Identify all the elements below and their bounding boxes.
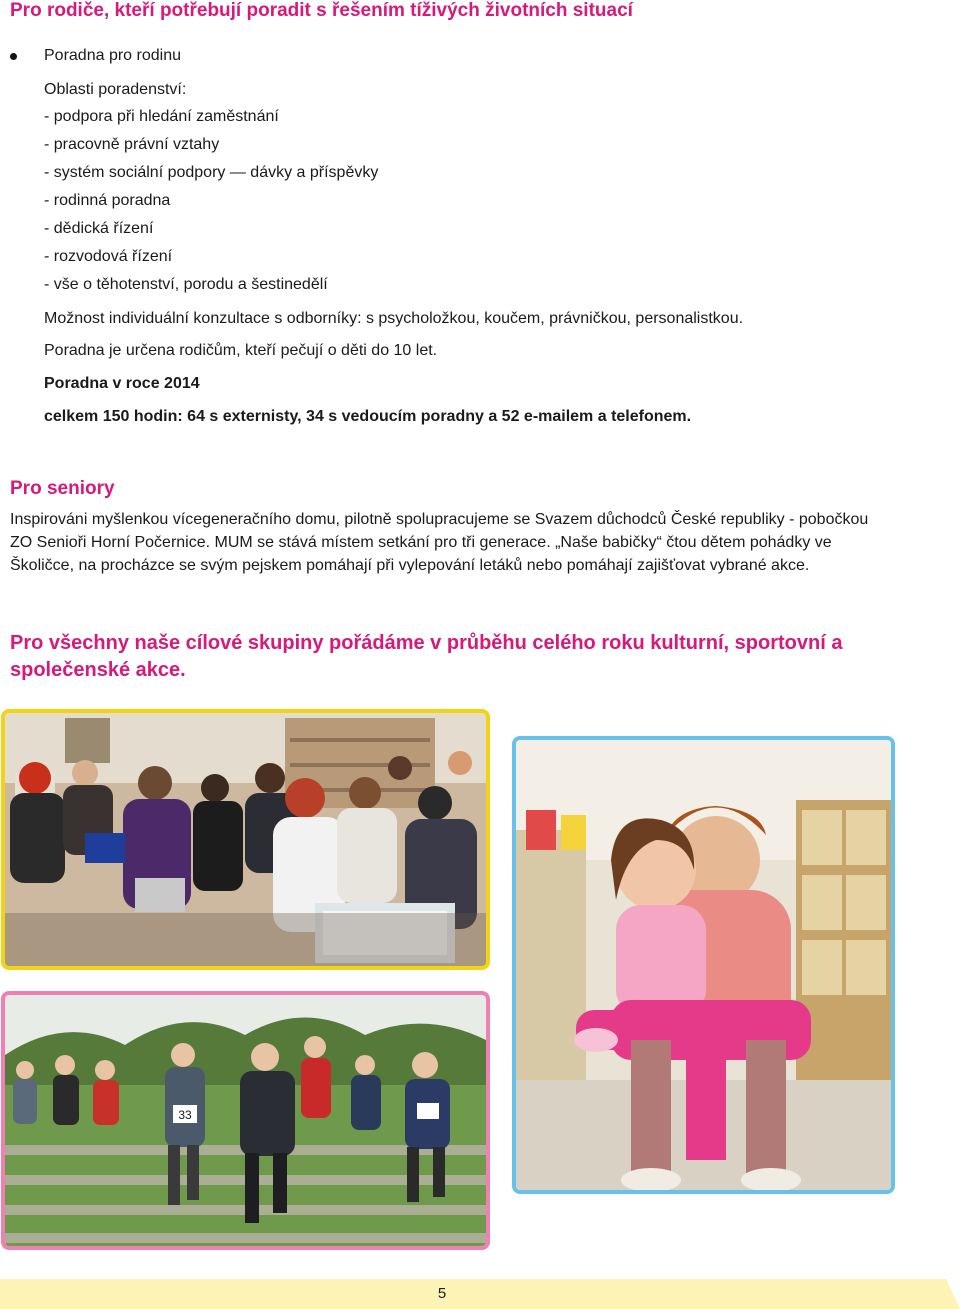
section-heading-all-groups: Pro všechny naše cílové skupiny pořádáme v průběhu celého roku kulturní, sportovní a společenské akce. xyxy=(10,632,843,681)
photo-children-race xyxy=(1,991,490,1250)
year-label: Poradna v roce 2014 xyxy=(44,375,200,392)
consultation-text: Možnost individuální konzultace s odborníky: s psycholožkou, koučem, právničkou, personalistkou. xyxy=(44,310,744,327)
year-stats: celkem 150 hodin: 64 s externisty, 34 s vedoucím poradny a 52 e-mailem a telefonem. xyxy=(44,408,692,425)
bullet-icon xyxy=(10,53,17,60)
photo-seminar-audience-image xyxy=(5,713,486,966)
footer-corner xyxy=(946,1279,960,1309)
area-item: - rodinná poradna xyxy=(44,192,171,209)
area-item: - rozvodová řízení xyxy=(44,248,173,265)
photo-grandmother-child-image xyxy=(516,740,891,1190)
section-heading-seniors: Pro seniory xyxy=(10,478,115,499)
photo-grandmother-child xyxy=(512,736,895,1194)
area-item: - podpora při hledání zaměstnání xyxy=(44,108,279,125)
area-item: - dědická řízení xyxy=(44,220,154,237)
bullet-title: Poradna pro rodinu xyxy=(44,47,181,64)
area-item: - vše o těhotenství, porodu a šestinedělí xyxy=(44,276,328,293)
areas-label: Oblasti poradenství: xyxy=(44,81,187,98)
section-heading-parents: Pro rodiče, kteří potřebují poradit s řešením tíživých životních situací xyxy=(10,0,633,21)
footer-band xyxy=(0,1279,960,1309)
target-group-text: Poradna je určena rodičům, kteří pečují o děti do 10 let. xyxy=(44,342,438,359)
photo-children-race-image xyxy=(5,995,486,1246)
photo-seminar-audience xyxy=(1,709,490,970)
area-item: - pracovně právní vztahy xyxy=(44,136,220,153)
seniors-paragraph: Inspirováni myšlenkou vícegeneračního domu, pilotně spolupracujeme se Svazem důchodců České republiky - pobočkou ZO Senioři Horní Počernice. MUM se stává místem setkání pro tři generace. „Naše babičky“ čtou dětem pohádky ve Školičce, na procházce se svým pejskem pomáhají při vylepování letáků nebo pomáhají zajišťovat vybrané akce. xyxy=(10,511,869,574)
race-bib-number: 33 xyxy=(178,1108,192,1122)
page-number: 5 xyxy=(437,1285,447,1302)
area-item: - systém sociální podpory — dávky a příspěvky xyxy=(44,164,379,181)
